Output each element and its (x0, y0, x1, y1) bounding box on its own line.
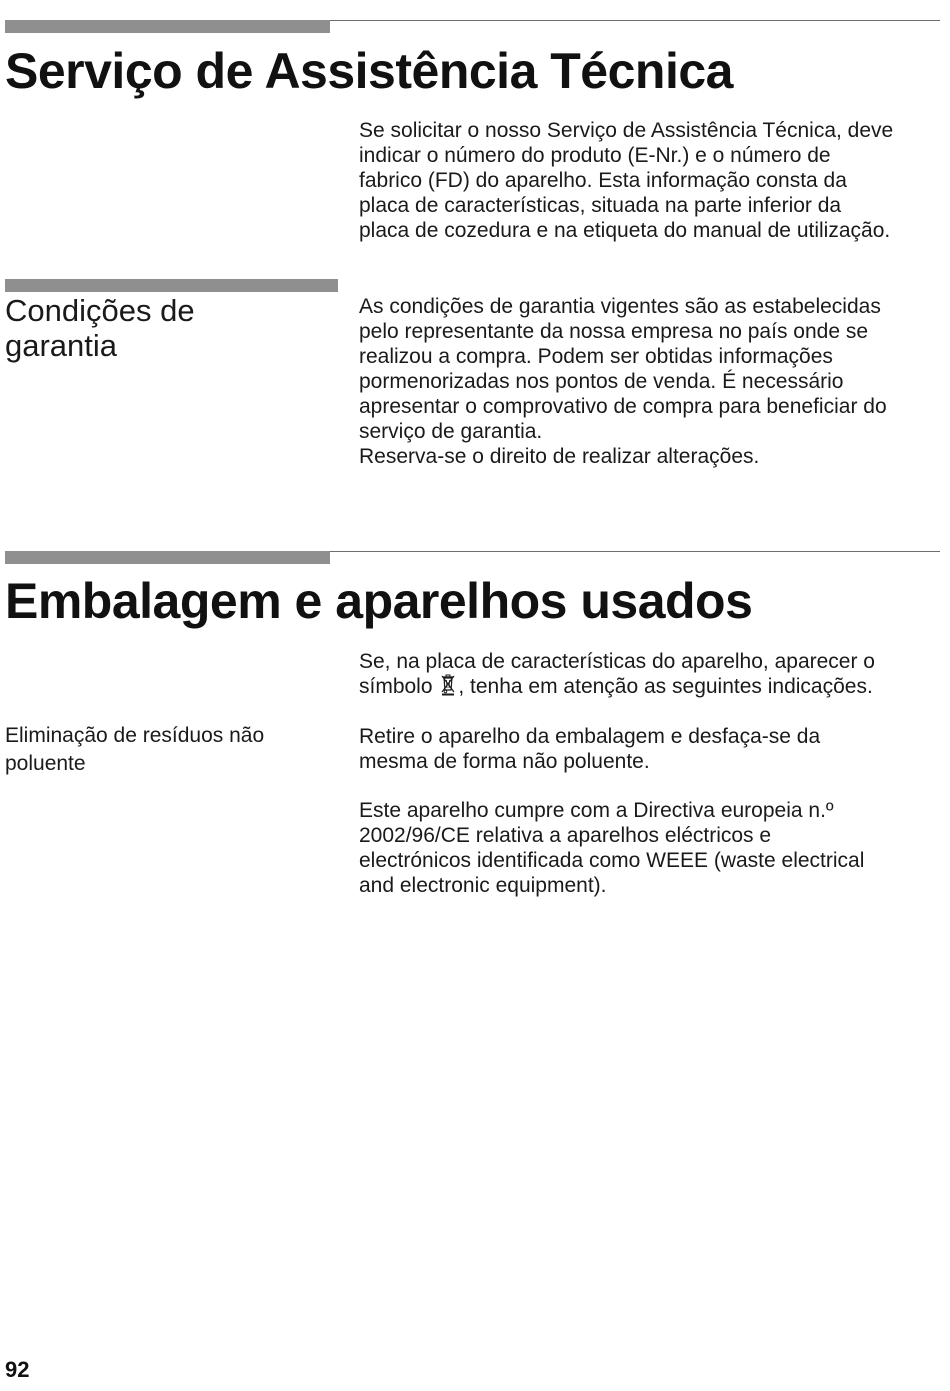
text-line: Reserva-se o direito de realizar alterações. (359, 445, 760, 468)
text-line: fabrico (FD) do aparelho. Esta informação consta da (359, 169, 847, 192)
text-line: and electronic equipment). (359, 874, 607, 897)
subsection-header-bar (5, 279, 338, 292)
side-label-eco-disposal: Eliminação de resíduos não poluente (5, 724, 265, 775)
text-line: pelo representante da nossa empresa no país onde se (359, 320, 869, 343)
text-line (359, 674, 943, 699)
text-line: As condições de garantia vigentes são as estabelecidas (359, 295, 881, 318)
weee-paragraph (359, 798, 943, 898)
text-line: mesma de forma não poluente. (359, 750, 650, 773)
text-line: Este aparelho cumpre com a Directiva europeia n.º (359, 799, 834, 822)
text-fragment: símbolo (359, 675, 433, 698)
subsection-title-warranty (5, 293, 325, 363)
text-line: 2002/96/CE relativa a aparelhos eléctricos e (359, 824, 772, 847)
packaging-intro-paragraph (359, 649, 943, 699)
text-line: serviço de garantia. (359, 420, 543, 443)
section-header-bar (5, 551, 330, 564)
text-line: pormenorizadas nos pontos de venda. É necessário (359, 370, 844, 393)
text-line: apresentar o comprovativo de compra para beneficiar do (359, 395, 887, 418)
page-number: 92 (5, 1357, 30, 1382)
text-line: Se solicitar o nosso Serviço de Assistência Técnica, deve (359, 119, 894, 142)
text-line: realizou a compra. Podem ser obtidas informações (359, 345, 833, 368)
heading-line: garantia (5, 328, 118, 363)
warranty-paragraph (359, 294, 943, 469)
crossed-out-wheelie-bin-icon (440, 674, 456, 696)
section-header-bar (5, 20, 330, 33)
heading-line: Condições de (5, 293, 195, 328)
section-title-service: Serviço de Assistência Técnica (5, 43, 733, 99)
text-line: Retire o aparelho da embalagem e desfaça-se da (359, 725, 821, 748)
text-fragment: , tenha em atenção as seguintes indicações. (458, 675, 873, 698)
section-title-packaging: Embalagem e aparelhos usados (5, 573, 753, 629)
packaging-paragraph (359, 724, 943, 774)
text-line: placa de características, situada na parte inferior da (359, 194, 842, 217)
text-line: placa de cozedura e na etiqueta do manual de utilização. (359, 219, 891, 242)
text-line: indicar o número do produto (E-Nr.) e o número de (359, 144, 831, 167)
text-line: Se, na placa de características do aparelho, aparecer o (359, 650, 875, 673)
service-paragraph (359, 118, 943, 243)
text-line: electrónicos identificada como WEEE (waste electrical (359, 849, 865, 872)
